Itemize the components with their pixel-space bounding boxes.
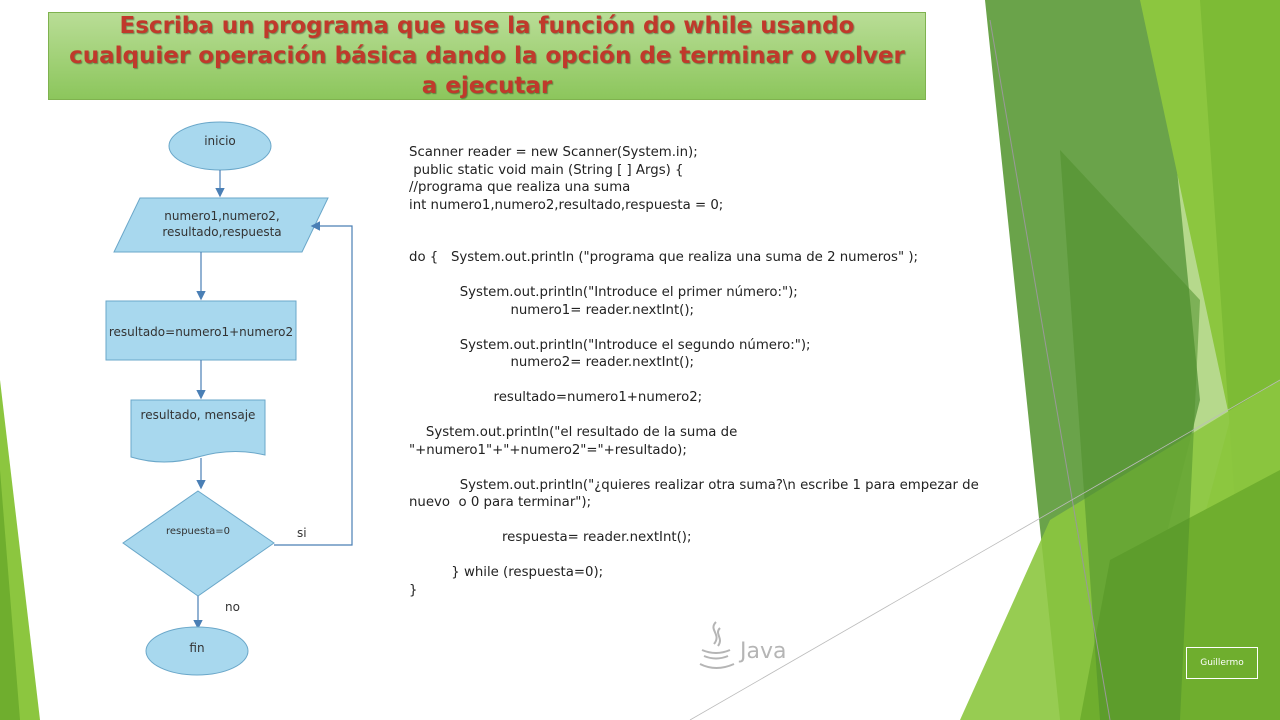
no-label: no <box>225 600 240 614</box>
author-badge: Guillermo <box>1186 647 1258 679</box>
code-line: } while (respuesta=0); <box>409 565 604 580</box>
code-line: public static void main (String [ ] Args) { <box>409 162 684 178</box>
code-line <box>409 232 1019 250</box>
code-line <box>409 407 1019 425</box>
code-line: //programa que realiza una suma <box>409 180 631 195</box>
code-line: resultado=numero1+numero2; <box>409 390 703 405</box>
code-block <box>409 144 1019 599</box>
code-line: "+numero1"+"+numero2"="+resultado); <box>409 442 687 458</box>
code-line <box>409 319 1019 337</box>
code-line: } <box>409 582 418 598</box>
code-line <box>409 547 1019 565</box>
code-line: numero1= reader.nextInt(); <box>409 302 695 318</box>
input-label-2: resultado,respuesta <box>162 225 282 239</box>
java-logo <box>694 618 794 678</box>
code-line: Scanner reader = new Scanner(System.in); <box>409 145 698 160</box>
end-label: fin <box>189 641 205 655</box>
output-label: resultado, mensaje <box>140 408 256 422</box>
code-line <box>409 267 1019 285</box>
code-line: do { System.out.println ("programa que realiza una suma de 2 numeros" ); <box>409 250 918 265</box>
java-logo-text: Java <box>740 639 787 664</box>
yes-label: si <box>297 526 307 540</box>
code-line: int numero1,numero2,resultado,respuesta = 0; <box>409 197 724 213</box>
title-banner <box>48 12 926 100</box>
start-label: inicio <box>204 134 236 148</box>
decision-label: respuesta=0 <box>165 526 231 537</box>
code-line <box>409 512 1019 530</box>
code-line: System.out.println("el resultado de la suma de <box>409 425 738 440</box>
code-line: respuesta= reader.nextInt(); <box>409 530 692 545</box>
slide-title: Escriba un programa que use la función do while usando cualquier operación básica dando la opción de terminar o volver a ejecutar <box>69 13 905 99</box>
code-line: nuevo o 0 para terminar"); <box>409 495 592 510</box>
decision-diamond <box>123 491 274 596</box>
code-line <box>409 214 1019 232</box>
flowchart <box>100 115 380 695</box>
code-line <box>409 372 1019 390</box>
code-line: System.out.println("Introduce el segundo número:"); <box>409 337 811 353</box>
process-label: resultado=numero1+numero2 <box>108 325 294 339</box>
code-line: System.out.println("Introduce el primer número:"); <box>409 285 798 300</box>
code-line: numero2= reader.nextInt(); <box>409 355 695 370</box>
input-label-1: numero1,numero2, <box>164 209 280 223</box>
code-line: System.out.println("¿quieres realizar otra suma?\n escribe 1 para empezar de <box>409 477 979 493</box>
code-line <box>409 459 1019 477</box>
